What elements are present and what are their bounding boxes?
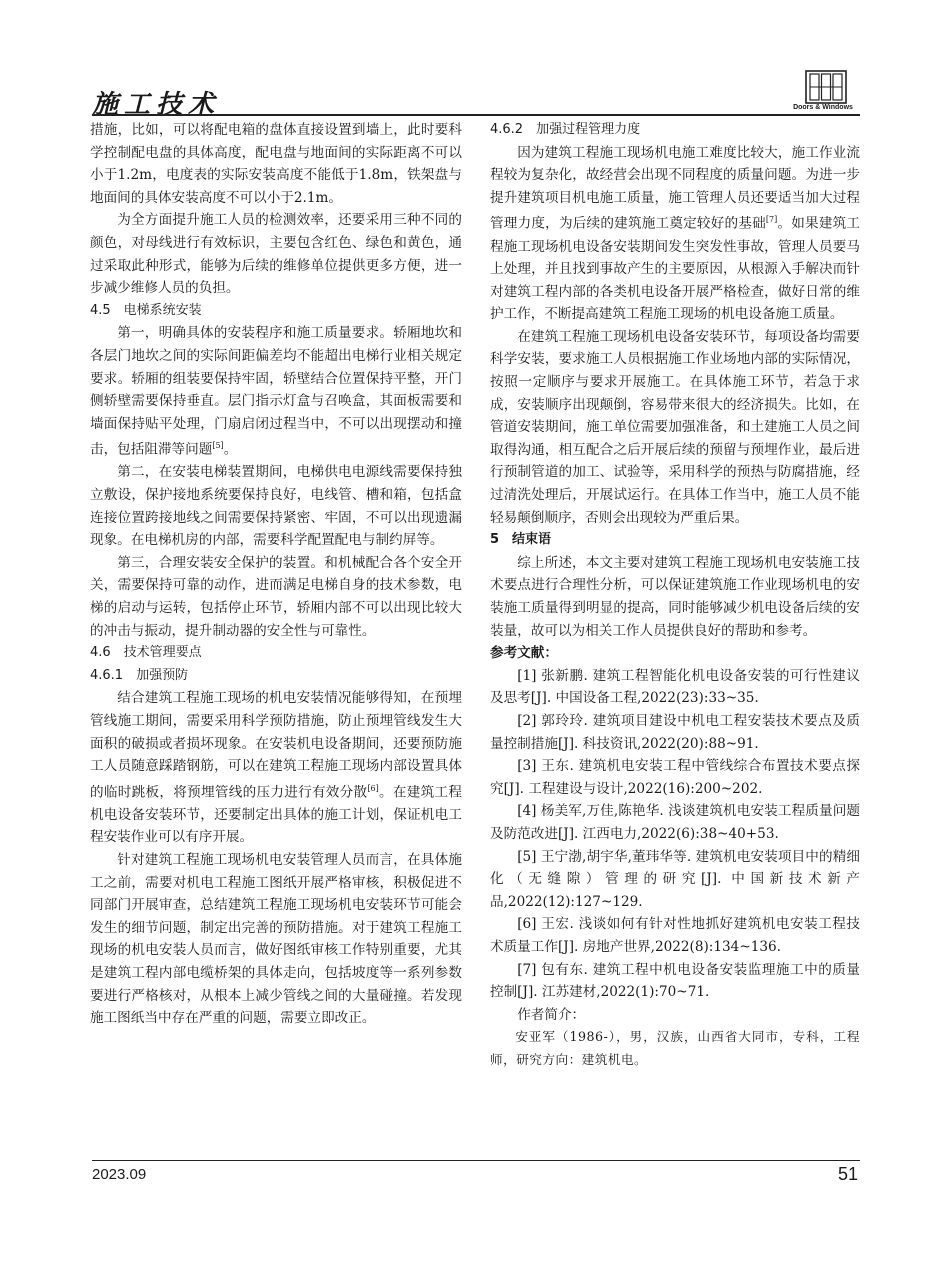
section-heading-4-6-1: 4.6.1 加强预防 xyxy=(90,667,189,683)
paragraph: 综上所述，本文主要对建筑工程施工现场机电安装施工技术要点进行合理性分析，可以保证建筑施工作业现场机电的安装施工质量得到明显的提高，同时能够减少机电设备后续的安装量，故可以为相关工作人员提供良好的帮助和参考。 xyxy=(490,554,860,639)
section-heading-4-6: 4.6 技术管理要点 xyxy=(90,645,202,661)
journal-section-title: 施工技术 xyxy=(92,90,221,120)
paragraph: 针对建筑工程施工现场机电安装管理人员而言，在具体施工之前，需要对机电工程施工图纸开展严格审核，积极促进不同部门开展审查，总结建筑工程施工现场机电安装环节可能会发生的细节问题，制定出完善的预防措施。对于建筑工程施工现场的机电安装人员而言，做好图纸审核工作特别重要，尤其是建筑工程内部电缆桥架的具体走向，包括坡度等一系列参数要进行严格核对，从根本上减少管线之间的大量碰撞。若发现施工图纸当中存在严重的问题，需要立即改正。 xyxy=(90,852,462,1027)
page-number: 51 xyxy=(837,1164,858,1184)
paragraph: 第三，合理安装安全保护的装置。和机械配合各个安全开关，需要保持可靠的动作，进而满足电梯自身的技术参数，电梯的启动与运转，包括停止环节，轿厢内部不可以出现比较大的冲击与振动，提升制动器的安全性与可靠性。 xyxy=(90,554,462,639)
header-rule xyxy=(92,114,860,116)
paragraph: 措施，比如，可以将配电箱的盘体直接设置到墙上，此时要科学控制配电盘的具体高度，配电盘与地面间的实际距离不可以小于1.2m，电度表的实际安装高度不能低于1.8m，铁架盘与地面间的具体安装高度不可以小于2.1m。 xyxy=(90,122,462,206)
reference-item: [6] 王宏. 浅谈如何有针对性地抓好建筑机电安装工程技术质量工作[J]. 房地产世界,2022(8):134~136. xyxy=(490,916,860,955)
reference-item: [4] 杨美军,万佳,陈艳华. 浅谈建筑机电安装工程质量问题及防范改进[J]. 江西电力,2022(6):38~40+53. xyxy=(490,803,860,842)
paragraph: 在建筑工程施工现场机电设备安装环节，每项设备均需要科学安装，要求施工人员根据施工作业场地内部的实际情况，按照一定顺序与要求开展施工。在具体施工环节，若急于求成，安装顺序出现颠倒，容易带来很大的经济损失。比如，在管道安装期间，施工单位需要加强准备，和土建施工人员之间取得沟通，相互配合之后开展后续的预留与预埋作业，最后进行预制管道的加工、试验等，采用科学的预热与防腐措施，经过清洗处理后，开展试运行。在具体工作当中，施工人员不能轻易颠倒顺序，否则会出现较为严重后果。 xyxy=(490,328,860,526)
reference-item: [5] 王宁渤,胡宇华,董玮华等. 建筑机电安装项目中的精细化（无缝隙）管理的研究[J]. 中国新技术新产品,2022(12):127~129. xyxy=(490,848,860,910)
citation: [6] xyxy=(367,783,379,793)
reference-item: [3] 王东. 建筑机电安装工程中管线综合布置技术要点探究[J]. 工程建设与设计,2022(16):200~202. xyxy=(490,758,860,797)
reference-item: [1] 张新鹏. 建筑工程智能化机电设备安装的可行性建议及思考[J]. 中国设备工程,2022(23):33~35. xyxy=(490,667,860,707)
doors-windows-logo-icon xyxy=(805,70,847,104)
citation: [5] xyxy=(212,441,224,451)
citation: [7] xyxy=(765,215,778,225)
reference-item: [7] 包有东. 建筑工程中机电设备安装监理施工中的质量控制[J]. 江苏建材,2022(1):70~71. xyxy=(490,961,860,1001)
author-bio: 安亚军（1986-），男，汉族，山西省大同市，专科，工程师，研究方向：建筑机电。 xyxy=(490,1029,860,1067)
section-heading-4-5: 4.5 电梯系统安装 xyxy=(90,302,202,318)
section-heading-5: 5 结束语 xyxy=(490,532,552,548)
paragraph: 因为建筑工程施工现场机电施工难度比较大，施工作业流程较为复杂化，故经营会出现不同程度的质量问题。为进一步提升建筑项目机电施工质量，施工管理人员还要适当加大过程管理力度，为后续的建筑施工奠定较好的基础[7]。如果建筑工程施工现场机电设备安装期间发生突发性事故，管理人员要马上处理，并且找到事故产生的主要原因，从根源入手解决而针对建筑工程内部的各类机电设备开展严格检查，做好日常的维护工作，不断提高建筑工程施工现场的机电设备施工质量。 xyxy=(490,144,861,323)
paragraph: 第一，明确具体的安装程序和施工质量要求。轿厢地坎和各层门地坎之间的实际间距偏差均不能超出电梯行业相关规定要求。轿厢的组装要保持牢固，轿壁结合位置保持平整，开门侧轿壁需要保持垂直。层门指示灯盒与召唤盒，其面板需要和墙面保持贴平处理，门扇启闭过程当中，不可以出现摆动和撞击，包括阻滞等问题[5]。 xyxy=(90,325,462,458)
left-column xyxy=(90,119,462,1030)
paragraph: 结合建筑工程施工现场的机电安装情况能够得知，在预埋管线施工期间，需要采用科学预防措施，防止预埋管线发生大面积的破损或者损坏现象。在安装机电设备期间，还要预防施工人员随意踩踏钢筋，可以在建筑工程施工现场内部设置具体的临时跳板，将预埋管线的压力进行有效分散[6]。在建筑工程机电设备安装环节，还要制定出具体的施工计划，保证机电工程安装作业可以有序开展。 xyxy=(90,690,463,846)
reference-item: [2] 郭玲玲. 建筑项目建设中机电工程安装技术要点及质量控制措施[J]. 科技资讯,2022(20):88~91. xyxy=(490,712,860,752)
right-column xyxy=(490,119,860,1071)
section-heading-4-6-2: 4.6.2 加强过程管理力度 xyxy=(490,122,641,137)
paragraph: 第二，在安装电梯装置期间，电梯供电电源线需要保持独立敷设，保护接地系统要保持良好，电线管、槽和箱，包括盒连接位置跨接地线之间需要保持紧密、牢固，不可以出现遗漏现象。在电梯机房的内部，需要科学配置配电与制约屏等。 xyxy=(90,464,462,549)
logo-caption: Doors & Windows xyxy=(793,104,853,111)
author-label: 作者简介： xyxy=(517,1006,586,1023)
issue-date: 2023.09 xyxy=(92,1166,147,1183)
footer-rule xyxy=(92,1160,860,1161)
paragraph: 为全方面提升施工人员的检测效率，还要采用三种不同的颜色，对母线进行有效标识，主要包含红色、绿色和黄色，通过采取此种形式，能够为后续的维修单位提供更多方便，进一步减少维修人员的负担。 xyxy=(90,212,462,297)
references-title: 参考文献： xyxy=(490,645,558,662)
